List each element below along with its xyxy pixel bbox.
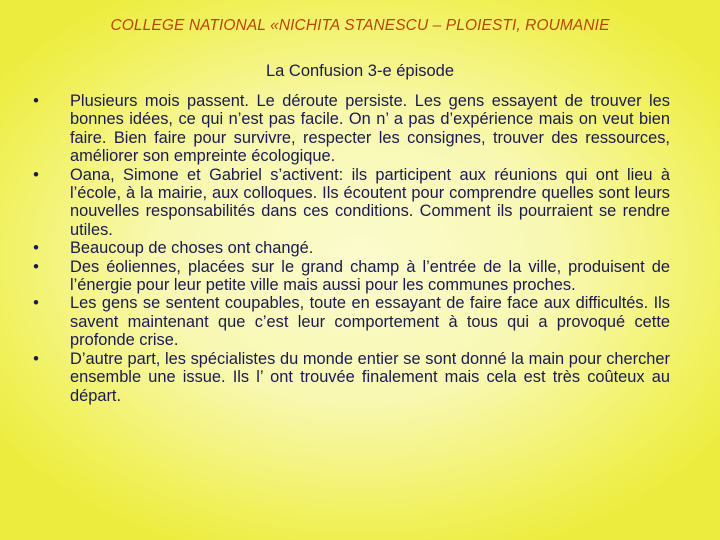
- bullet-item: [26, 350, 670, 405]
- bullet-item: [26, 166, 670, 240]
- slide-title: La Confusion 3-e épisode: [265, 62, 455, 80]
- bullet-list: [26, 92, 670, 405]
- bullet-item: [26, 258, 670, 295]
- bullet-text: Les gens se sentent coupables, toute en essayant de faire face aux difficultés. Ils savent maintenant que c’est leur comportement à tous qui a provoqué cette profonde crise.: [70, 294, 670, 350]
- bullet-icon: •: [33, 349, 39, 368]
- bullet-text: Plusieurs mois passent. Le déroute persiste. Les gens essayent de trouver les bonnes idées, ce qui n’est pas facile. On n’ a pas d’expérience mais on veut bien faire. Bien faire pour survivre, respecter les consignes, trouver des ressources, améliorer son empreinte écologique.: [70, 92, 670, 166]
- bullet-text: Beaucoup de choses ont changé.: [70, 239, 314, 258]
- school-header: COLLEGE NATIONAL «NICHITA STANESCU – PLOIESTI, ROUMANIE: [110, 17, 610, 34]
- bullet-icon: •: [33, 257, 39, 276]
- bullet-text: Des éoliennes, placées sur le grand champ à l’entrée de la ville, produisent de l’énergie pour leur petite ville mais aussi pour les communes proches.: [70, 257, 670, 295]
- bullet-icon: •: [33, 294, 39, 313]
- bullet-icon: •: [33, 92, 39, 110]
- bullet-text: D’autre part, les spécialistes du monde entier se sont donné la main pour chercher ensemble une issue. Ils l’ ont trouvée finalement mais cela est très coûteux au départ.: [70, 349, 670, 405]
- bullet-icon: •: [33, 165, 39, 184]
- bullet-icon: •: [33, 239, 39, 258]
- bullet-item: [26, 239, 670, 257]
- bullet-text: Oana, Simone et Gabriel s’activent: ils participent aux réunions qui ont lieu à l’école, à la mairie, aux colloques. Ils écoutent pour comprendre quelles sont leurs nouvelles responsabilités dans ces conditions. Comment ils pourraient se rendre utiles.: [70, 165, 670, 239]
- bullet-item: [26, 294, 670, 349]
- bullet-item: [26, 92, 670, 166]
